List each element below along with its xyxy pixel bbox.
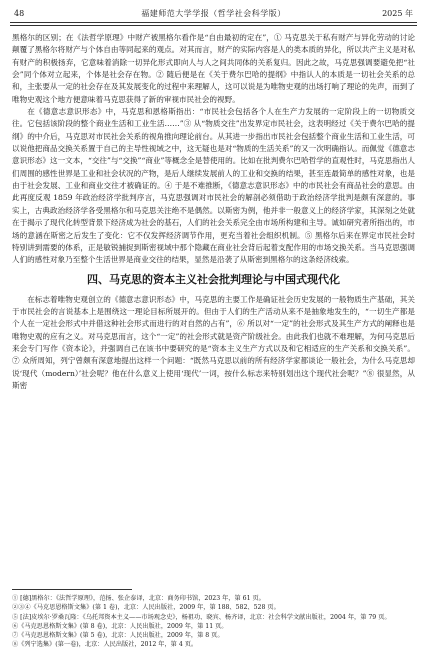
paragraph: 在《德意志意识形态》中，马克思和恩格斯指出：“市民社会包括各个人在生产力发展的一定阶段上的一切物质交往。它包括该阶段的整个商业生活和工业生活……”③ 从“物质交往”出发界定市民社会，这表明经过《关于费尔巴哈的提纲》的中介后，马克思对市民社会关系的视角推向理论前台。从其进一步指出市民社会包括整个商业生活和工业生活，可以说他把商品交换关系置于自己的主导性视域之中，这无疑也是对“物质的生活关系”的又一次明确指认。而佩觉《德意志意识形态》这一文本，“交往”与“交换”“商业”等概念全是替使用的。比如在批判费尔巴哈哲学的直观性时，马克思指出人们周围的感性世界是工业和社会状况的产物，是后人继续发展前人的工业和交换的结果，甚至连最简单的感性对象，也是由于社会发展、工业和商业交往才被确证的。④ 于是不难推断，《德意志意识形态》中的市民社会有商品社会的意思。由此再度反观 1859 年政治经济学批判序言，马克思强调对市民社会的解剖必须借助于政治经济学批判是颇有深意的。事实上，古典政治经济学各受黑格尔和马克思关注绝不是偶然。以斯密为例，他并非一般意义上的经济学家，其深刻之处就在于揭示了现代化转型背景下经济成为社会的基石，人们的社会关系完全由市场所构建和主导。诚如研究者所指出的，市场的意涵在斯密之后发生了变化：它不仅发挥经济调节作用，更充当着社会组织机制。⑤ 黑格尔后来在界定市民社会时特别讲到需要的体系，正是敏锐捕捉到斯密视域中那个隐藏在商业社会背后起着支配作用的市场交换关系。当马克思强调人们的感性对象乃至整个生活世界是商业交往的结果，显然是沿袭了从斯密到黑格尔的这条经济线索。 [12, 107, 415, 265]
footnote: ⑤ [法]皮埃尔·罗桑瓦隆：《乌托邦资本主义——市场观念史》，杨祖功、晓宾、杨齐译，北京：社会科学文献出版社，2004 年，第 79 页。 [12, 613, 391, 621]
footnote: ⑦《马克思恩格斯文集》(第 5 卷)，北京：人民出版社，2009 年，第 8 页。 [12, 632, 224, 640]
footnote: ②③④《马克思恩格斯文集》(第 1 卷)，北京：人民出版社，2009 年，第 188、582、528 页。 [12, 604, 280, 612]
journal-title: 福建师范大学学报（哲学社会科学版） [141, 9, 286, 18]
footnote: ⑧《列宁选集》(第一卷)，北京：人民出版社，2012 年，第 4 页。 [12, 641, 198, 649]
page-number: 48 [14, 9, 25, 18]
footnote-separator [12, 589, 132, 590]
header-rule-thick [10, 22, 417, 23]
footnote: ① [德]黑格尔：《法哲学原理》，范扬、张企泰译，北京：商务印书馆，2023 年，第 61 页。 [12, 595, 265, 602]
header-rule-thin [10, 25, 417, 26]
paragraph: 在标志着唯物史观创立的《德意志意识形态》中，马克思的主要工作是确证社会历史发展的一般物质生产基础，其关于市民社会的言说基本上是围绕这一理论目标所展开的。但由于人们的生产活动从来不是抽象地发生的，“一切生产都是个人在一定社会形式中并借这种社会形式而进行的对自然的占有”，⑥ 所以对“一定”的社会形式及其生产方式的阐释也是唯物史观的应有之义。对马克思而言，这个“一定”的社会形式就是资产阶级社会。由此我们也就不难理解，为何马克思后来会专门写作《资本论》，并强调自己在该书中要研究的是“资本主义生产方式以及和它相适应的生产关系和交换关系”。⑦ 众所周知，列宁曾颇有深意地提出这样一个问题：“既然马克思以前的所有经济学家都谈论一般社会，为什么马克思却说‘现代（modern）’社会呢？他在什么意义上使用‘现代’一词，按什么标志来特别划出这个现代社会呢？”⑧ 很显然，从斯密 [12, 294, 415, 390]
article-body [12, 32, 415, 392]
section-heading: 四、马克思的资本主义社会批判理论与中国式现代化 [87, 272, 340, 286]
paragraph: 黑格尔的区别；在《法哲学原理》中财产被黑格尔看作是“自由最初的定在”，① 马克思关于私有财产与异化劳动的讨论颠覆了黑格尔将财产与个体自由等同起来的观点。对其而言，财产的实际内容是人的类本质的异化，所以共产主义是对私有财产的积极扬弃，它意味着消除一切异化形式即向人与人之间共同体的关系复归。因此之故，马克思强调要避免把“社会”同个体对立起来，个体是社会存在物。② 随后便是在《关于费尔巴哈的提纲》中指认人的本质是一切社会关系的总和，主张要从一定的社会存在及其发展变化的过程中来理解人，这可以说是为唯物史观的出场打响了理论的先声，而到了唯物史观这个地方便意味着马克思获得了新的审视市民社会的视野。 [12, 33, 415, 104]
publication-year: 2025 年 [382, 9, 413, 18]
footnotes [12, 594, 415, 650]
footnote: ⑥《马克思恩格斯文集》(第 8 卷)，北京：人民出版社，2009 年，第 11 页。 [12, 622, 228, 630]
page-header [10, 7, 417, 21]
